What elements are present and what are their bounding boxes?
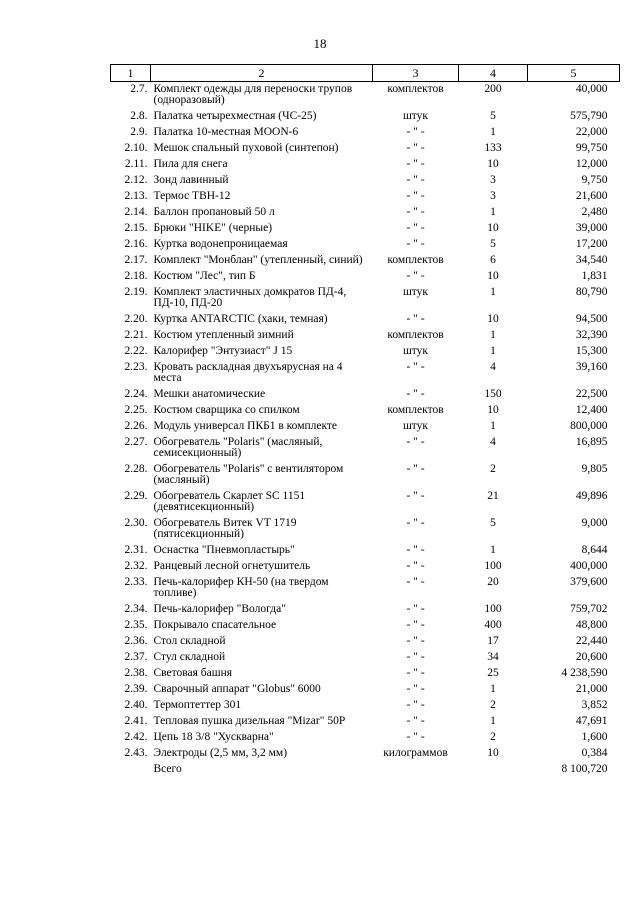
item-name: Брюки "HIKE" (черные) <box>153 222 273 234</box>
item-name: Тепловая пушка дизельная "Mizar" 50P <box>153 715 346 727</box>
item-quantity: 34 <box>487 651 499 663</box>
item-quantity: 2 <box>490 731 496 743</box>
item-quantity: 1 <box>490 206 496 218</box>
item-unit: - " - <box>406 313 425 325</box>
item-unit: - " - <box>406 270 425 282</box>
item-sum: 22,000 <box>575 126 608 138</box>
row-number: 2.11. <box>124 158 148 170</box>
item-unit: - " - <box>406 126 425 138</box>
item-name: Печь-калорифер КН-50 (на твердом топливе) <box>153 576 329 599</box>
table-row <box>111 109 620 125</box>
item-name: Стол складной <box>153 635 226 647</box>
item-name: Куртка ANTARCTIC (хаки, темная) <box>153 313 328 325</box>
item-unit: - " - <box>406 361 425 373</box>
header-cell: 5 <box>528 65 620 82</box>
item-unit: - " - <box>406 715 425 727</box>
item-unit: комплектов <box>387 83 444 95</box>
item-sum: 12,400 <box>575 404 608 416</box>
row-number: 2.42. <box>124 731 148 743</box>
item-sum: 15,300 <box>575 345 608 357</box>
item-sum: 32,390 <box>575 329 608 341</box>
item-unit: - " - <box>406 174 425 186</box>
table-row <box>111 489 620 516</box>
table-row <box>111 360 620 387</box>
item-sum: 4 238,590 <box>561 667 608 679</box>
table-row <box>111 141 620 157</box>
item-unit: - " - <box>406 190 425 202</box>
item-quantity: 5 <box>490 110 496 122</box>
row-number: 2.28. <box>124 463 148 475</box>
table-row <box>111 312 620 328</box>
item-sum: 20,600 <box>575 651 608 663</box>
item-name: Мешки анатомические <box>153 388 266 400</box>
item-name: Световая башня <box>153 667 233 679</box>
item-unit: - " - <box>406 490 425 502</box>
item-quantity: 10 <box>487 222 499 234</box>
item-quantity: 10 <box>487 313 499 325</box>
inventory-table <box>110 64 620 778</box>
item-unit: - " - <box>406 603 425 615</box>
item-sum: 22,440 <box>575 635 608 647</box>
row-number: 2.8. <box>130 110 148 122</box>
item-unit: комплектов <box>387 329 444 341</box>
row-number: 2.36. <box>124 635 148 647</box>
row-number: 2.26. <box>124 420 148 432</box>
row-number: 2.31. <box>124 544 148 556</box>
item-quantity: 1 <box>490 126 496 138</box>
item-name: Термоптеттер 301 <box>153 699 242 711</box>
item-sum: 40,000 <box>575 83 608 95</box>
item-sum: 49,896 <box>575 490 608 502</box>
item-sum: 47,691 <box>575 715 608 727</box>
item-unit: - " - <box>406 463 425 475</box>
table-row <box>111 666 620 682</box>
row-number: 2.12. <box>124 174 148 186</box>
item-unit: - " - <box>406 683 425 695</box>
item-unit: - " - <box>406 731 425 743</box>
item-name: Пила для снега <box>153 158 228 170</box>
row-number: 2.23. <box>124 361 148 373</box>
row-number: 2.25. <box>124 404 148 416</box>
item-sum: 39,160 <box>575 361 608 373</box>
item-unit: - " - <box>406 699 425 711</box>
item-sum: 1,831 <box>581 270 608 282</box>
item-unit: штук <box>402 345 429 357</box>
item-quantity: 100 <box>484 603 502 615</box>
table-row <box>111 559 620 575</box>
table-row <box>111 344 620 360</box>
total-label: Всего <box>153 763 182 775</box>
table-row <box>111 157 620 173</box>
row-number: 2.14. <box>124 206 148 218</box>
item-name: Костюм "Лес", тип Б <box>153 270 256 282</box>
item-name: Комплект "Монблан" (утепленный, синий) <box>153 254 363 266</box>
table-row <box>111 516 620 543</box>
item-unit: - " - <box>406 619 425 631</box>
item-unit: комплектов <box>387 254 444 266</box>
item-unit: - " - <box>406 222 425 234</box>
item-name: Калорифер "Энтузиаст" J 15 <box>153 345 293 357</box>
row-number: 2.37. <box>124 651 148 663</box>
header-cell: 3 <box>373 65 459 82</box>
item-name: Мешок спальный пуховой (синтепон) <box>153 142 339 154</box>
table-row <box>111 730 620 746</box>
item-unit: - " - <box>406 436 425 448</box>
item-name: Куртка водонепроницаемая <box>153 238 288 250</box>
row-number: 2.7. <box>130 83 148 95</box>
item-unit: - " - <box>406 667 425 679</box>
table-row <box>111 650 620 666</box>
item-name: Обогреватель "Polaris" с вентилятором (масляный) <box>153 463 344 486</box>
item-unit: штук <box>402 110 429 122</box>
item-sum: 8,644 <box>581 544 608 556</box>
item-quantity: 4 <box>490 361 496 373</box>
item-quantity: 1 <box>490 420 496 432</box>
item-quantity: 20 <box>487 576 499 588</box>
header-row <box>111 65 620 82</box>
item-sum: 575,790 <box>570 110 608 122</box>
item-quantity: 1 <box>490 286 496 298</box>
item-quantity: 1 <box>490 683 496 695</box>
table-row <box>111 205 620 221</box>
table-row <box>111 543 620 559</box>
row-number: 2.43. <box>124 747 148 759</box>
table-row <box>111 634 620 650</box>
item-unit: - " - <box>406 576 425 588</box>
row-number: 2.18. <box>124 270 148 282</box>
table-row <box>111 403 620 419</box>
item-sum: 9,805 <box>581 463 608 475</box>
item-sum: 9,000 <box>581 517 608 529</box>
row-number: 2.10. <box>124 142 148 154</box>
table-row <box>111 602 620 618</box>
item-name: Ранцевый лесной огнетушитель <box>153 560 311 572</box>
table-row <box>111 435 620 462</box>
table-row <box>111 714 620 730</box>
item-sum: 48,800 <box>575 619 608 631</box>
item-unit: штук <box>402 286 429 298</box>
item-sum: 80,790 <box>575 286 608 298</box>
item-unit: - " - <box>406 206 425 218</box>
table-row <box>111 285 620 312</box>
row-number: 2.40. <box>124 699 148 711</box>
item-sum: 21,000 <box>575 683 608 695</box>
item-unit: - " - <box>406 142 425 154</box>
item-sum: 759,702 <box>570 603 608 615</box>
item-quantity: 10 <box>487 747 499 759</box>
row-number: 2.20. <box>124 313 148 325</box>
item-quantity: 100 <box>484 560 502 572</box>
row-number: 2.30. <box>124 517 148 529</box>
item-quantity: 25 <box>487 667 499 679</box>
table-row <box>111 221 620 237</box>
item-name: Обогреватель Витек VT 1719 (пятисекционный) <box>153 517 297 540</box>
table-row <box>111 189 620 205</box>
item-sum: 12,000 <box>575 158 608 170</box>
item-unit: комплектов <box>387 404 444 416</box>
item-sum: 0,384 <box>581 747 608 759</box>
table-row <box>111 698 620 714</box>
item-sum: 99,750 <box>575 142 608 154</box>
table-row <box>111 125 620 141</box>
item-quantity: 17 <box>487 635 499 647</box>
item-name: Обогреватель Скарлет SC 1151 (девятисекционный) <box>153 490 306 513</box>
item-unit: - " - <box>406 388 425 400</box>
item-quantity: 400 <box>484 619 502 631</box>
item-sum: 34,540 <box>575 254 608 266</box>
row-number: 2.9. <box>130 126 148 138</box>
item-unit: - " - <box>406 544 425 556</box>
item-name: Обогреватель "Polaris" (масляный, семисекционный) <box>153 436 323 459</box>
item-name: Термос ТВН-12 <box>153 190 231 202</box>
item-sum: 2,480 <box>581 206 608 218</box>
item-quantity: 1 <box>490 345 496 357</box>
item-quantity: 10 <box>487 270 499 282</box>
item-sum: 39,000 <box>575 222 608 234</box>
total-empty <box>111 762 151 778</box>
item-sum: 800,000 <box>570 420 608 432</box>
item-name: Зонд лавинный <box>153 174 229 186</box>
item-quantity: 3 <box>490 190 496 202</box>
item-unit: штук <box>402 420 429 432</box>
item-quantity: 133 <box>484 142 502 154</box>
item-sum: 9,750 <box>581 174 608 186</box>
item-name: Баллон пропановый 50 л <box>153 206 275 218</box>
item-quantity: 1 <box>490 715 496 727</box>
item-name: Кровать раскладная двухъярусная на 4 места <box>153 361 343 384</box>
item-unit: - " - <box>406 517 425 529</box>
item-quantity: 1 <box>490 544 496 556</box>
item-sum: 22,500 <box>575 388 608 400</box>
row-number: 2.24. <box>124 388 148 400</box>
item-quantity: 200 <box>484 83 502 95</box>
item-quantity: 4 <box>490 436 496 448</box>
item-name: Покрывало спасательное <box>153 619 277 631</box>
item-unit: - " - <box>406 560 425 572</box>
item-name: Стул складной <box>153 651 226 663</box>
item-unit: - " - <box>406 635 425 647</box>
row-number: 2.38. <box>124 667 148 679</box>
item-sum: 379,600 <box>570 576 608 588</box>
item-quantity: 150 <box>484 388 502 400</box>
row-number: 2.32. <box>124 560 148 572</box>
total-row <box>111 762 620 778</box>
item-name: Цепь 18 3/8 "Хускварна" <box>153 731 274 743</box>
table-row <box>111 387 620 403</box>
row-number: 2.34. <box>124 603 148 615</box>
item-quantity: 21 <box>487 490 499 502</box>
header-cell: 4 <box>459 65 528 82</box>
item-name: Сварочный аппарат "Globus" 6000 <box>153 683 321 695</box>
row-number: 2.41. <box>124 715 148 727</box>
item-sum: 17,200 <box>575 238 608 250</box>
table-row <box>111 328 620 344</box>
item-unit: килограммов <box>383 747 448 759</box>
item-name: Оснастка "Пневмопластырь" <box>153 544 295 556</box>
item-name: Палатка 10-местная MOON-6 <box>153 126 299 138</box>
table-row <box>111 269 620 285</box>
row-number: 2.27. <box>124 436 148 448</box>
table-row <box>111 746 620 762</box>
table-row <box>111 682 620 698</box>
table-row <box>111 462 620 489</box>
item-sum: 3,852 <box>581 699 608 711</box>
item-name: Печь-калорифер "Вологда" <box>153 603 286 615</box>
item-quantity: 5 <box>490 517 496 529</box>
item-name: Модуль универсал ПКБ1 в комплекте <box>153 420 338 432</box>
table-row <box>111 82 620 110</box>
row-number: 2.17. <box>124 254 148 266</box>
item-sum: 16,895 <box>575 436 608 448</box>
table-row <box>111 419 620 435</box>
page-number: 18 <box>313 36 327 51</box>
item-name: Комплект эластичных домкратов ПД-4, ПД-10, ПД-20 <box>153 286 347 309</box>
item-quantity: 3 <box>490 174 496 186</box>
total-empty <box>373 762 459 778</box>
item-unit: - " - <box>406 158 425 170</box>
item-quantity: 6 <box>490 254 496 266</box>
item-sum: 94,500 <box>575 313 608 325</box>
row-number: 2.22. <box>124 345 148 357</box>
table-row <box>111 237 620 253</box>
item-quantity: 10 <box>487 158 499 170</box>
item-name: Электроды (2,5 мм, 3,2 мм) <box>153 747 288 759</box>
total-empty <box>459 762 528 778</box>
item-quantity: 10 <box>487 404 499 416</box>
header-cell: 2 <box>151 65 373 82</box>
row-number: 2.35. <box>124 619 148 631</box>
row-number: 2.21. <box>124 329 148 341</box>
row-number: 2.16. <box>124 238 148 250</box>
item-unit: - " - <box>406 651 425 663</box>
item-name: Костюм сварщика со спилком <box>153 404 300 416</box>
item-quantity: 2 <box>490 699 496 711</box>
item-name: Комплект одежды для переноски трупов (одноразовый) <box>153 83 353 106</box>
item-sum: 21,600 <box>575 190 608 202</box>
item-name: Палатка четырехместная (ЧС-25) <box>153 110 317 122</box>
row-number: 2.33. <box>124 576 148 588</box>
row-number: 2.19. <box>124 286 148 298</box>
item-name: Костюм утепленный зимний <box>153 329 294 341</box>
table-row <box>111 173 620 189</box>
row-number: 2.15. <box>124 222 148 234</box>
item-quantity: 5 <box>490 238 496 250</box>
item-sum: 400,000 <box>570 560 608 572</box>
table-row <box>111 618 620 634</box>
item-sum: 1,600 <box>581 731 608 743</box>
total-sum: 8 100,720 <box>561 763 608 775</box>
row-number: 2.13. <box>124 190 148 202</box>
row-number: 2.29. <box>124 490 148 502</box>
item-unit: - " - <box>406 238 425 250</box>
item-quantity: 2 <box>490 463 496 475</box>
table-row <box>111 253 620 269</box>
item-quantity: 1 <box>490 329 496 341</box>
row-number: 2.39. <box>124 683 148 695</box>
header-cell: 1 <box>111 65 151 82</box>
table-row <box>111 575 620 602</box>
